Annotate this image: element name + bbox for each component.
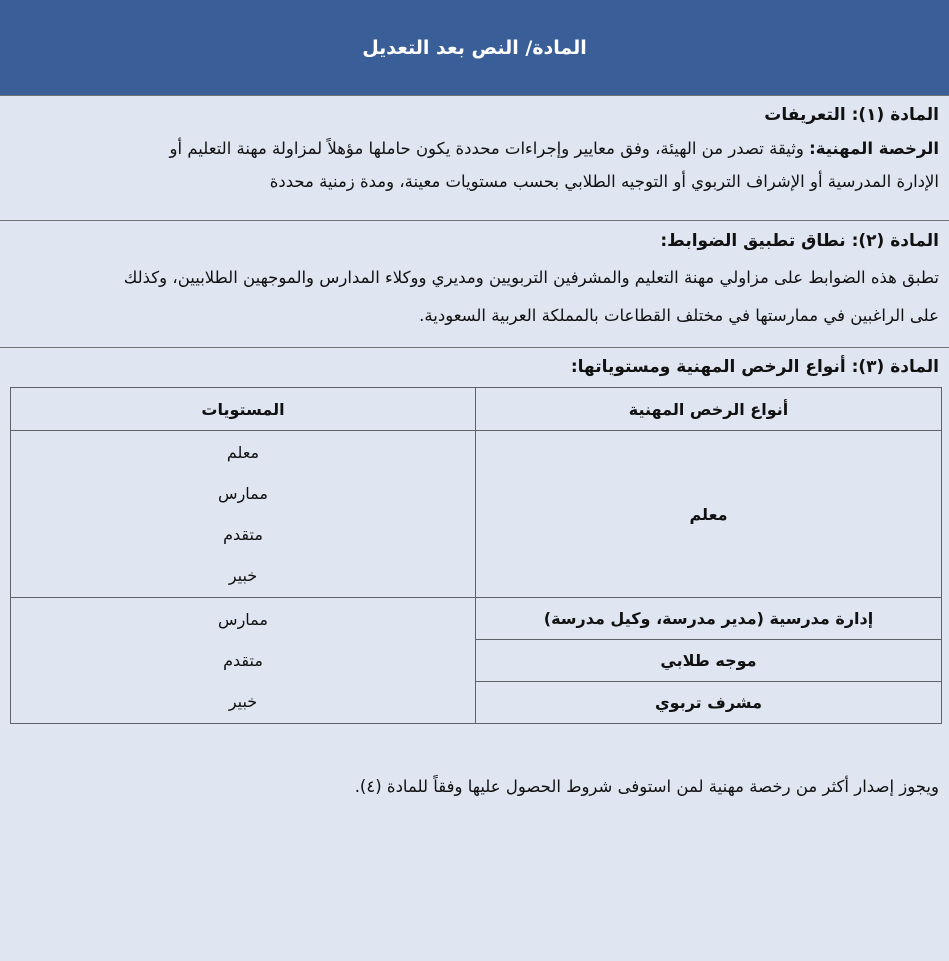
level-item: ممارس [218, 610, 268, 629]
definition-text: وثيقة تصدر من الهيئة، وفق معايير وإجراءات محددة يكون حاملها مؤهلاً لمزاولة مهنة التعليم أو [169, 139, 804, 158]
article-1-heading: المادة (١): التعريفات [764, 105, 939, 125]
license-type-cell: مشرف تربوي [476, 682, 942, 724]
article-2-line-2: على الراغبين في ممارستها في مختلف القطاعات بالمملكة العربية السعودية. [419, 306, 939, 325]
levels-list [11, 432, 475, 596]
levels-cell [11, 598, 476, 724]
article-2-heading: المادة (٢): نطاق تطبيق الضوابط: [660, 231, 939, 251]
article-3 [0, 350, 949, 384]
divider [0, 95, 949, 96]
column-header-levels: المستويات [11, 388, 476, 431]
levels-list [11, 599, 475, 722]
article-1-line-1 [10, 132, 939, 165]
level-item: متقدم [223, 651, 263, 670]
level-item: خبير [228, 692, 258, 711]
page-title: المادة/ النص بعد التعديل [362, 36, 587, 59]
level-item: ممارس [218, 484, 268, 503]
level-item: خبير [228, 566, 258, 585]
levels-cell [11, 431, 476, 598]
level-item: متقدم [223, 525, 263, 544]
page-header [0, 0, 949, 95]
article-2-line-1: تطبق هذه الضوابط على مزاولي مهنة التعليم والمشرفين التربويين ومديري ووكلاء المدارس والموجهين الطلابيين، وكذلك [123, 268, 939, 287]
license-type-cell: معلم [476, 431, 942, 598]
article-3-heading: المادة (٣): أنواع الرخص المهنية ومستوياتها: [570, 357, 939, 377]
table-header-row [11, 388, 942, 431]
license-table [10, 387, 942, 724]
footer-note: ويجوز إصدار أكثر من رخصة مهنية لمن استوفى شروط الحصول عليها وفقاً للمادة (٤). [354, 777, 939, 796]
article-2 [0, 224, 949, 334]
article-1 [0, 98, 949, 198]
table-row [11, 598, 942, 640]
table-row [11, 431, 942, 598]
divider [0, 347, 949, 348]
definition-term: الرخصة المهنية: [809, 139, 939, 158]
level-item: معلم [226, 443, 260, 462]
license-type-cell: موجه طلابي [476, 640, 942, 682]
column-header-license-types: أنواع الرخص المهنية [476, 388, 942, 431]
license-type-cell: إدارة مدرسية (مدير مدرسة، وكيل مدرسة) [476, 598, 942, 640]
divider [0, 220, 949, 221]
article-1-line-2: الإدارة المدرسية أو الإشراف التربوي أو التوجيه الطلابي بحسب مستويات معينة، ومدة زمنية محددة [269, 172, 939, 191]
